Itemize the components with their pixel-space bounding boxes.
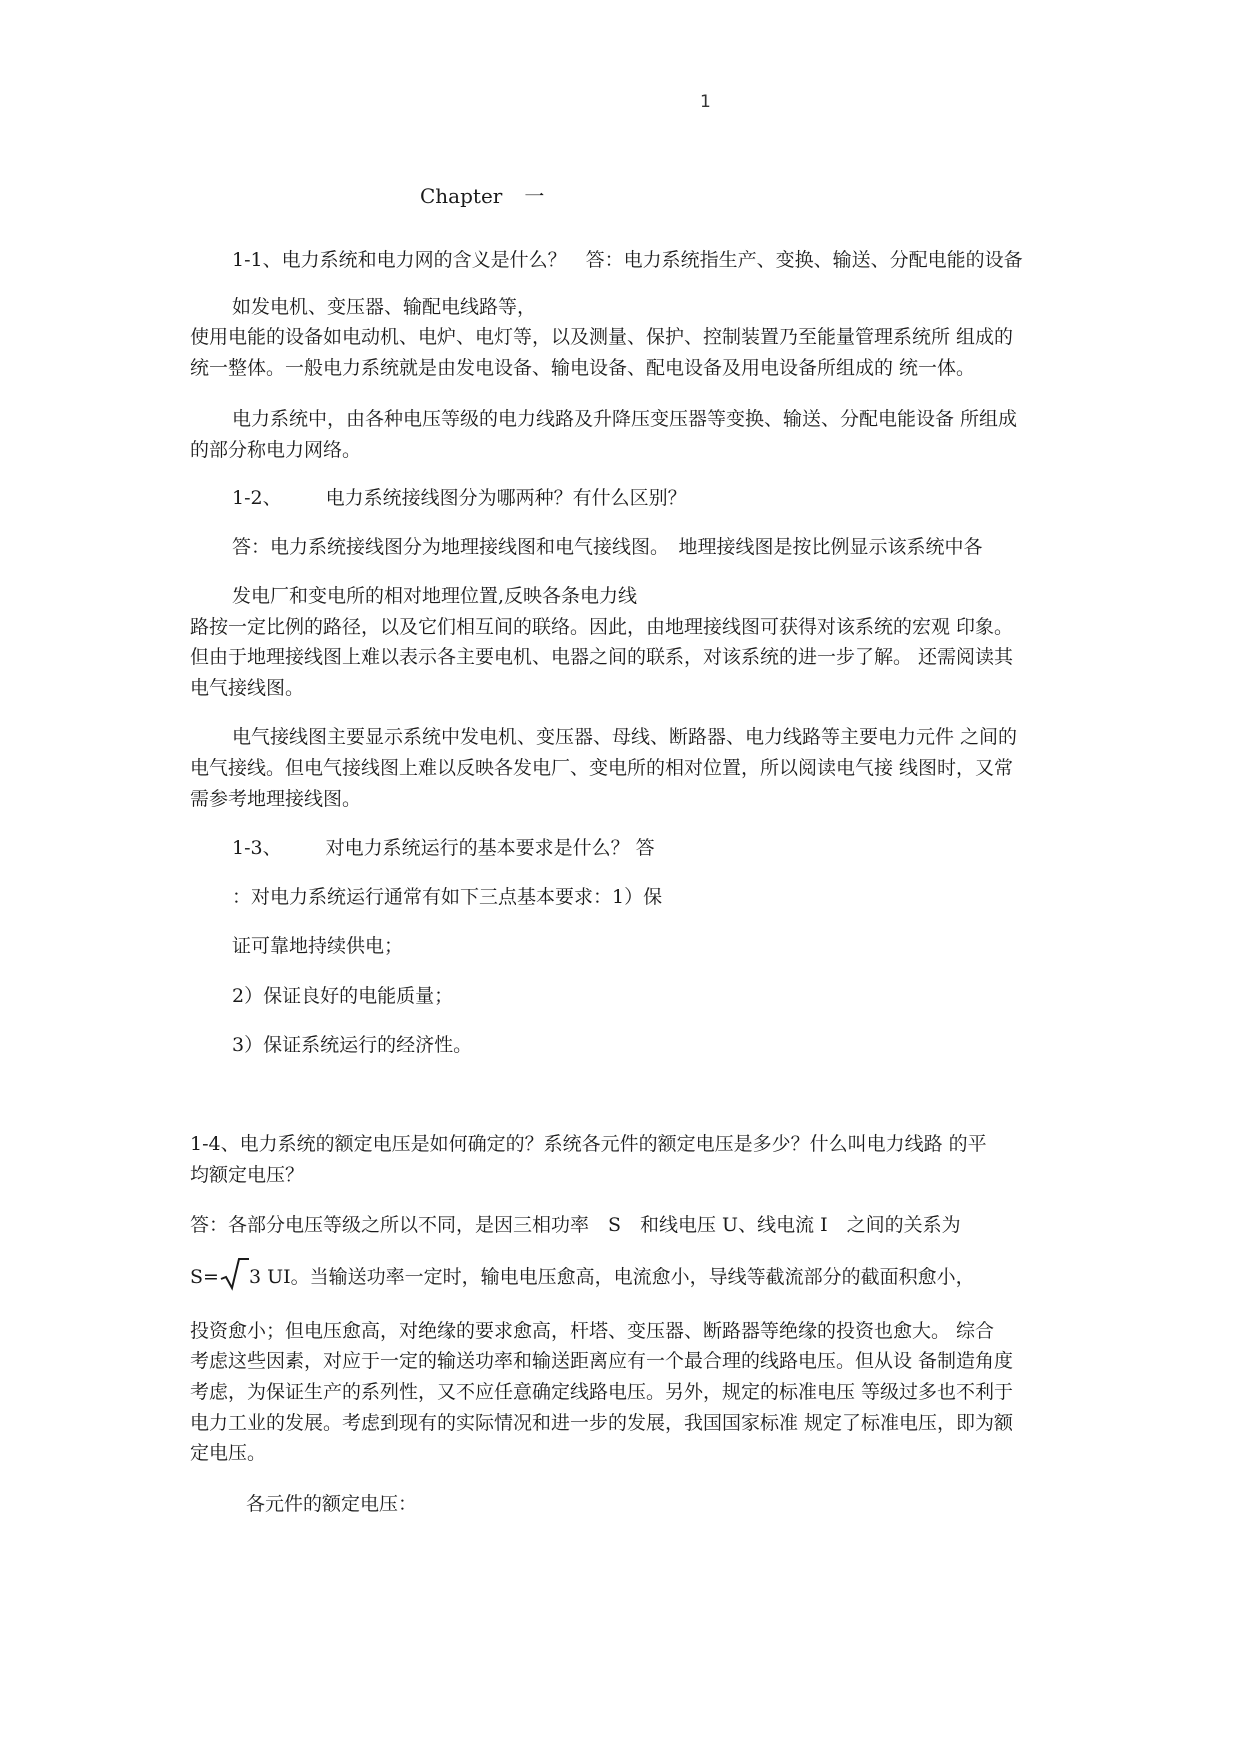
q1-line-1: 1-1、电力系统和电力网的含义是什么？ 答：电力系统指生产、变换、输送、分配电能的设备 (232, 249, 1023, 271)
q2-line-6: 电气接线图主要显示系统中发电机、变压器、母线、断路器、电力线路等主要电力元件 之间的 (232, 726, 1018, 748)
q3-heading (232, 832, 1112, 864)
chapter-word: Chapter (420, 184, 503, 208)
q3-line-4: 3）保证系统运行的经济性。 (232, 1034, 473, 1056)
q4-line-1: 1-4、电力系统的额定电压是如何确定的？系统各元件的额定电压是多少？什么叫电力线路 的平 (190, 1133, 987, 1155)
q4-line-3: 答：各部分电压等级之所以不同，是因三相功率 S 和线电压 U、线电流 I 之间的关系为 (190, 1214, 961, 1236)
q1-line-6: 的部分称电力网络。 (190, 439, 362, 461)
q4-line-7: 考虑，为保证生产的系列性，又不应任意确定线路电压。另外，规定的标准电压 等级过多也不利于 (190, 1381, 1014, 1403)
q2-line-3: 路按一定比例的路径，以及它们相互间的联络。因此，由地理接线图可获得对该系统的宏观 印象。 (190, 616, 1014, 638)
q4-line-8: 电力工业的发展。考虑到现有的实际情况和进一步的发展，我国国家标准 规定了标准电压，即为额 (190, 1412, 1014, 1434)
formula-rest: 3 UI。当输送功率一定时，输电电压愈高，电流愈小，导线等截流部分的截面积愈小， (248, 1266, 975, 1288)
q2-line-2: 发电厂和变电所的相对地理位置,反映各条电力线 (232, 585, 638, 607)
q4-line-2: 均额定电压？ (190, 1164, 305, 1186)
q4-formula-line (190, 1261, 1070, 1293)
q4-line-9: 定电压。 (190, 1442, 267, 1464)
q1-line-5: 电力系统中，由各种电压等级的电力线路及升降压变压器等变换、输送、分配电能设备 所组成 (232, 408, 1018, 430)
q3-number: 1-3、 (232, 837, 282, 859)
q1-line-2: 如发电机、变压器、输配电线路等， (232, 296, 537, 318)
chapter-heading (420, 180, 544, 209)
q2-number: 1-2、 (232, 487, 282, 509)
q2-line-4: 但由于地理接线图上难以表示各主要电机、电器之间的联系，对该系统的进一步了解。 还需阅读其 (190, 646, 1014, 668)
q4-line-10: 各元件的额定电压： (246, 1493, 418, 1515)
q1-line-3: 使用电能的设备如电动机、电炉、电灯等，以及测量、保护、控制装置乃至能量管理系统所 组成的 (190, 326, 1014, 348)
q1-line-4: 统一整体。一般电力系统就是由发电设备、输电设备、配电设备及用电设备所组成的 统一体。 (190, 357, 976, 379)
chapter-number: 一 (524, 184, 545, 208)
sqrt-icon (219, 1261, 249, 1289)
q2-line-8: 需参考地理接线图。 (190, 788, 362, 810)
q4-line-5: 投资愈小；但电压愈高，对绝缘的要求愈高，杆塔、变压器、断路器等绝缘的投资也愈大。 综合 (190, 1320, 995, 1342)
q2-line-5: 电气接线图。 (190, 677, 305, 699)
page-number: 1 (700, 92, 711, 112)
q3-line-2: 证可靠地持续供电； (232, 935, 404, 957)
q2-question: 电力系统接线图分为哪两种？有什么区别？ (325, 487, 687, 509)
q3-question: 对电力系统运行的基本要求是什么？ 答 (325, 837, 655, 859)
q2-heading (232, 482, 1112, 514)
q4-line-6: 考虑这些因素，对应于一定的输送功率和输送距离应有一个最合理的线路电压。但从设 备制造角度 (190, 1350, 1014, 1372)
formula-prefix: S= (190, 1266, 219, 1288)
q2-line-1: 答：电力系统接线图分为地理接线图和电气接线图。 地理接线图是按比例显示该系统中各 (232, 536, 983, 558)
q3-line-1: ：对电力系统运行通常有如下三点基本要求：1）保 (232, 886, 663, 908)
q2-line-7: 电气接线。但电气接线图上难以反映各发电厂、变电所的相对位置，所以阅读电气接 线图时，又常 (190, 757, 1014, 779)
q3-line-3: 2）保证良好的电能质量； (232, 985, 454, 1007)
